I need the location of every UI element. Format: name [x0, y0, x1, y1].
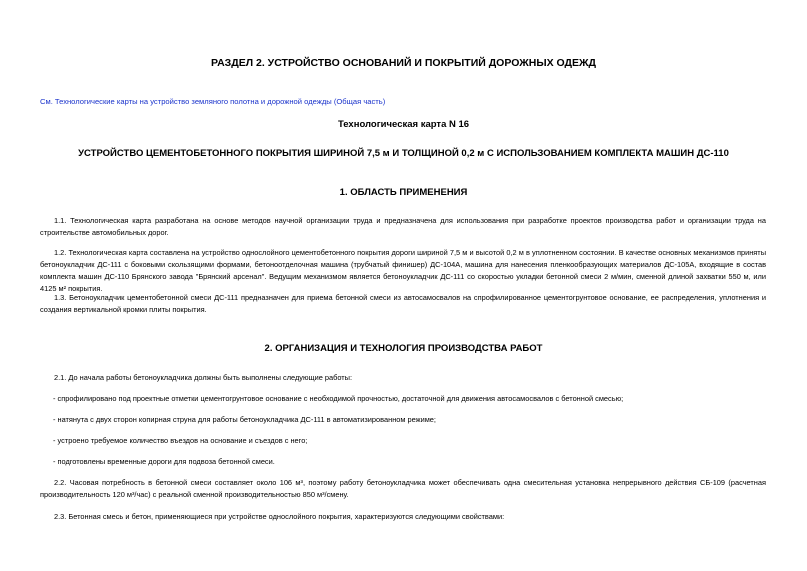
paragraph-1-2: 1.2. Технологическая карта составлена на устройство однослойного цементобетонного покрытия дороги шириной 7,5 м и высотой 0,2 м в уплотненном состоянии. В качестве основных механизмов приняты бетоноукладчик ДС-111 с боковыми скользящими формами, бетоноотделочная машина (трубчатый финишер) ДС-104А, машина для нанесения пленкообразующих материалов ДС-105А, входящие в состав комплекта машин ДС-110 Брянского завода "Брянский арсенал". Ведущим механизмом является бетоноукладчик ДС-111 со скоростью укладки бетонной смеси 2 м/мин, сменной длиной захватки 550 м, или 4125 м² покрытия.	[40, 248, 766, 293]
see-also-link[interactable]: См. Технологические карты на устройство земляного полотна и дорожной одежды (Общая часть)	[40, 97, 386, 106]
paragraph-1-3: 1.3. Бетоноукладчик цементобетонной смеси ДС-111 предназначен для приема бетонной смеси из автосамосвалов на спрофилированное цементогрунтовое основание, ее распределения, уплотнения и создания вертикальной кромки плиты покрытия.	[40, 293, 766, 314]
card-subtitle: УСТРОЙСТВО ЦЕМЕНТОБЕТОННОГО ПОКРЫТИЯ ШИРИНОЙ 7,5 м И ТОЛЩИНОЙ 0,2 м С ИСПОЛЬЗОВАНИЕМ КОМПЛЕКТА МАШИН ДС-110	[78, 148, 729, 159]
section1-title: 1. ОБЛАСТЬ ПРИМЕНЕНИЯ	[339, 187, 468, 198]
list-item: - подготовлены временные дороги для подвоза бетонной смеси.	[53, 457, 275, 466]
paragraph-2-2: 2.2. Часовая потребность в бетонной смеси составляет около 106 м³, поэтому работу бетоноукладчика может обеспечивать одна смесительная установка непрерывного действия СБ-109 (расчетная производительность 120 м³/час) с реальной сменной производительностью 850 м³/смену.	[40, 478, 766, 499]
list-item: - спрофилировано под проектные отметки цементогрунтовое основание с необходимой прочностью, достаточной для движения автосамосвалов с бетонной смесью;	[53, 394, 624, 403]
section-header: РАЗДЕЛ 2. УСТРОЙСТВО ОСНОВАНИЙ И ПОКРЫТИЙ ДОРОЖНЫХ ОДЕЖД	[211, 57, 596, 69]
card-title: Технологическая карта N 16	[337, 119, 470, 130]
paragraph-1-1: 1.1. Технологическая карта разработана на основе методов научной организации труда и предназначена для использования при разработке проектов производства работ и организации труда на строительстве автомобильных дорог.	[40, 216, 766, 237]
paragraph-2-1: 2.1. До начала работы бетоноукладчика должны быть выполнены следующие работы:	[54, 373, 353, 382]
paragraph-2-3: 2.3. Бетонная смесь и бетон, применяющиеся при устройстве однослойного покрытия, характеризуются следующими свойствами:	[54, 512, 505, 521]
list-item: - устроено требуемое количество въездов на основание и съездов с него;	[53, 436, 308, 445]
section2-title: 2. ОРГАНИЗАЦИЯ И ТЕХНОЛОГИЯ ПРОИЗВОДСТВА РАБОТ	[264, 343, 543, 354]
list-item: - натянута с двух сторон копирная струна для работы бетоноукладчика ДС-111 в автоматизированном режиме;	[53, 415, 436, 424]
